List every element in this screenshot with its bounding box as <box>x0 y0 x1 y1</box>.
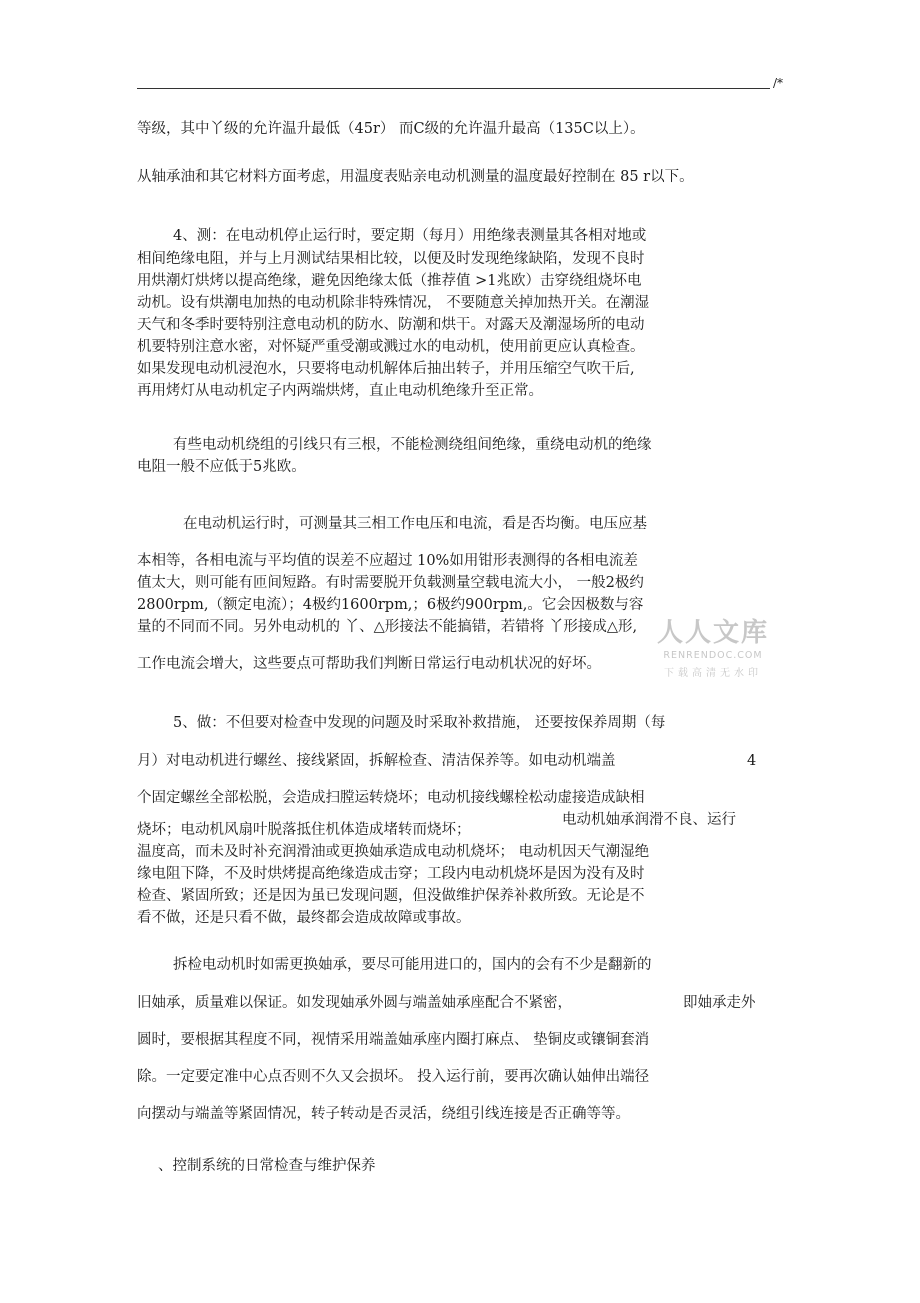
watermark <box>648 620 778 679</box>
text-line: 向摆动与端盖等紧固情况，转子转动是否灵活，绕组引线连接是否正确等等。 <box>137 1106 630 1122</box>
text-line: 在电动机运行时，可测量其三相工作电压和电流，看是否均衡。电压应基 <box>183 516 647 532</box>
text-line: 有些电动机绕组的引线只有三根，不能检测绕组间绝缘，重绕电动机的绝缘 <box>173 437 652 453</box>
text-line: 圆时，要根据其程度不同，视情采用端盖妯承座内圈打麻点、 垫铜皮或镶铜套消 <box>137 1032 650 1048</box>
text-line: 电阻一般不应低于5兆欧。 <box>137 459 306 475</box>
text-line: 检查、紧固所致；还是因为虽已发现问题，但没做维护保养补救所致。无论是不 <box>137 888 645 904</box>
text-line: 5、做：不但要对检查中发现的问题及时采取补救措施， 还要按保养周期（每 <box>173 715 666 731</box>
watermark-site: RENRENDOC.COM <box>663 650 763 661</box>
text-line: 烧坏；电动机风扇叶脱落抵住机体造成堵转而烧坏； <box>137 822 471 838</box>
text-line: 拆检电动机时如需更换妯承，要尽可能用进口的，国内的会有不少是翻新的 <box>173 957 652 973</box>
text-line: 即妯承走外 <box>683 995 756 1011</box>
text-line: 工作电流会增大，这些要点可帮助我们判断日常运行电动机状况的好坏。 <box>137 656 601 672</box>
text-line: 动机。设有烘潮电加热的电动机除非特殊情况， 不要随意关掉加热开关。在潮湿 <box>137 295 650 311</box>
text-line: 月）对电动机进行螺丝、接线紧固，拆解检查、清洁保养等。如电动机端盖 <box>137 753 616 769</box>
text-line: 温度高，而未及时补充润滑油或更换妯承造成电动机烧坏； 电动机因天气潮湿绝 <box>137 844 650 860</box>
text-line: 用烘潮灯烘烤以提高绝缘，避免因绝缘太低（推荐值 >1兆欧）击穿绕组烧坏电 <box>137 273 642 289</box>
text-line: 机要特别注意水密，对怀疑严重受潮或溅过水的电动机，使用前更应认真检查。 <box>137 339 645 355</box>
text-line: 等级，其中丫级的允许温升最低（45r） 而C级的允许温升最高（135C以上）。 <box>137 121 645 137</box>
text-line: 量的不同而不同。另外电动机的 丫、△形接法不能搞错，若错将 丫形接成△形, <box>137 619 638 635</box>
text-line: 如果发现电动机浸泡水，只要将电动机解体后抽出转子，并用压缩空气吹干后, <box>137 361 635 377</box>
text-line: 个固定螺丝全部松脱，会造成扫膛运转烧坏；电动机接线螺栓松动虚接造成缺相 <box>137 790 645 806</box>
text-line: 再用烤灯从电动机定子内两端烘烤，直止电动机绝缘升至正常。 <box>137 383 543 399</box>
text-line: 除。一定要定准中心点否则不久又会损坏。 投入运行前，要再次确认妯伸出端径 <box>137 1069 650 1085</box>
text-line: 4 <box>747 753 757 769</box>
text-line: 相间绝缘电阻，并与上月测试结果相比较，以便及时发现绝缘缺陷，发现不良时 <box>137 251 645 267</box>
header-rule <box>137 88 770 89</box>
text-line: 缘电阻下降，不及时烘烤提高绝缘造成击穿；工段内电动机烧坏是因为没有及时 <box>137 866 645 882</box>
text-line: 看不做，还是只看不做，最终都会造成故障或事故。 <box>137 910 471 926</box>
text-line: 值太大，则可能有匝间短路。有时需要脱开负载测量空载电流大小， 一般2极约 <box>137 575 644 591</box>
text-line: 电动机妯承润滑不良、运行 <box>562 812 736 828</box>
text-line: 4、测：在电动机停止运行时，要定期（每月）用绝缘表测量其各相对地或 <box>173 228 647 244</box>
section-heading: 、控制系统的日常检查与维护保养 <box>158 1158 376 1174</box>
header-mark: /* <box>773 76 784 90</box>
text-line: 2800rpm,（额定电流）；4极约1600rpm,；6极约900rpm,。它会因极数与容 <box>137 597 644 613</box>
text-line: 旧妯承，质量难以保证。如发现妯承外圆与端盖妯承座配合不紧密， <box>137 995 572 1011</box>
watermark-title: 人人文库 <box>656 618 769 648</box>
text-line: 从轴承油和其它材料方面考虑，用温度表贴亲电动机测量的温度最好控制在 85 r以下。 <box>137 169 694 185</box>
text-line: 本相等，各相电流与平均值的误差不应超过 10%如用钳形表测得的各相电流差 <box>137 553 638 569</box>
text-line: 天气和冬季时要特别注意电动机的防水、防潮和烘干。对露天及潮湿场所的电动 <box>137 317 645 333</box>
watermark-subtitle: 下载高清无水印 <box>664 668 762 679</box>
